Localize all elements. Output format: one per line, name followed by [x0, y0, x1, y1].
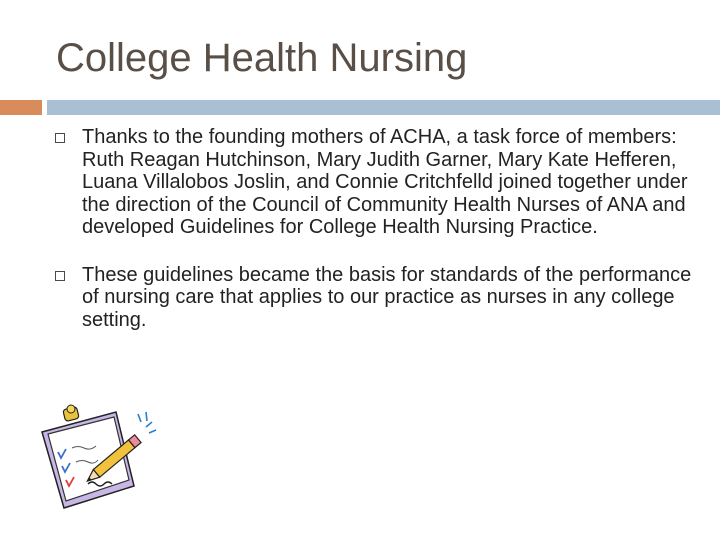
slide-title: College Health Nursing [56, 36, 468, 80]
bullet-list [52, 126, 692, 356]
bullet-text: Thanks to the founding mothers of ACHA, a task force of members: Ruth Reagan Hutchinson, Mary Judith Garner, Mary Kate Hefferen, Luana Villalobos Joslin, and Connie Critchfelld joined together under the direction of the Council of Community Health Nurses of ANA and developed Guidelines for College Health Nursing Practice. [82, 126, 688, 238]
accent-bar [0, 100, 42, 115]
clipboard-checklist-pencil-icon [34, 400, 164, 512]
square-bullet-icon [55, 271, 65, 281]
title-underline-bar [47, 100, 720, 115]
bullet-item [52, 126, 692, 239]
square-bullet-icon [55, 133, 65, 143]
bullet-item [52, 264, 692, 332]
bullet-text: These guidelines became the basis for standards of the performance of nursing care that applies to our practice as nurses in any college setting. [82, 263, 692, 331]
